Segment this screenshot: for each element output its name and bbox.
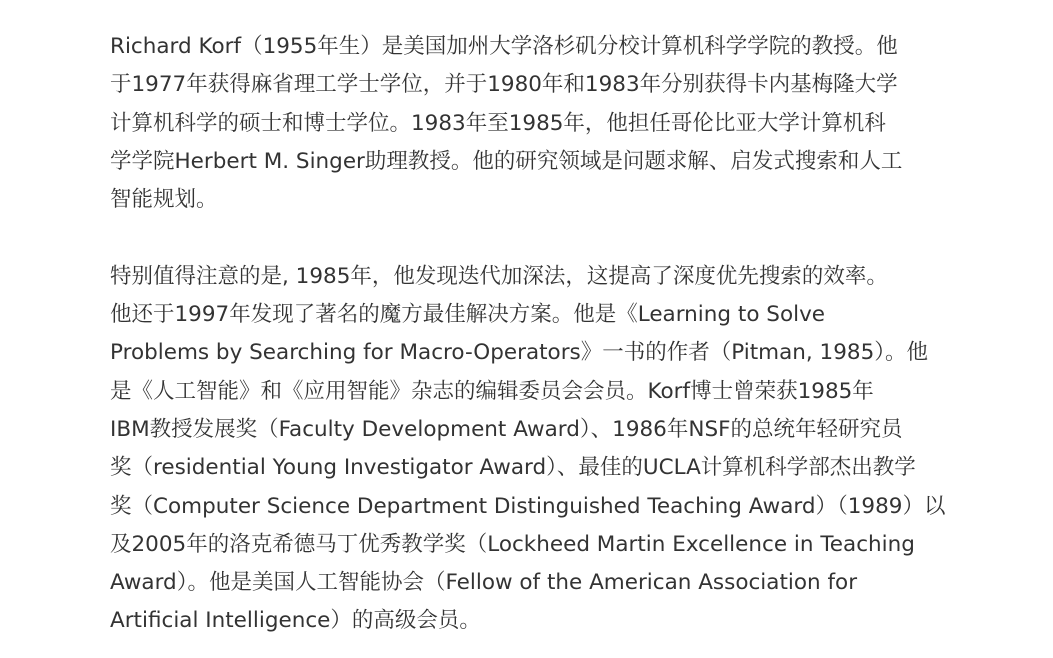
- text-line: 智能规划。: [110, 187, 218, 213]
- text-line: Problems by Searching for Macro-Operators》一书的作者（Pitman, 1985）。他: [110, 340, 929, 366]
- text-line: 计算机科学的硕士和博士学位。1983年至1985年，他担任哥伦比亚大学计算机科: [110, 110, 886, 136]
- text-line: 他还于1997年发现了著名的魔方最佳解决方案。他是《Learning to Solve: [110, 302, 826, 328]
- text-line: 学学院Herbert M. Singer助理教授。他的研究领域是问题求解、启发式搜索和人工: [110, 148, 903, 174]
- text-line: IBM教授发展奖（Faculty Development Award）、1986年NSF的总统年轻研究员: [110, 416, 903, 442]
- text-line: 特别值得注意的是, 1985年，他发现迭代加深法，这提高了深度优先搜索的效率。: [110, 263, 888, 289]
- text-line: 奖（Computer Science Department Distinguished Teaching Award）（1989）以: [110, 493, 946, 519]
- text-line: 及2005年的洛克希德马丁优秀教学奖（Lockheed Martin Excellence in Teaching: [110, 531, 915, 557]
- text-line: 是《人工智能》和《应用智能》杂志的编辑委员会会员。Korf博士曾荣获1985年: [110, 378, 874, 404]
- text-line: 奖（residential Young Investigator Award）、最佳的UCLA计算机科学部杰出教学: [110, 455, 916, 481]
- text-line: Award）。他是美国人工智能协会（Fellow of the American Association for: [110, 570, 858, 596]
- text-line: 于1977年获得麻省理工学士学位，并于1980年和1983年分别获得卡内基梅隆大学: [110, 72, 898, 98]
- paragraph-biography: [110, 28, 980, 219]
- paragraph-achievements: [110, 258, 980, 641]
- text-line: Artificial Intelligence）的高级会员。: [110, 608, 481, 634]
- article-body: [110, 28, 980, 641]
- text-line: Richard Korf（1955年生）是美国加州大学洛杉矶分校计算机科学学院的教授。他: [110, 34, 898, 59]
